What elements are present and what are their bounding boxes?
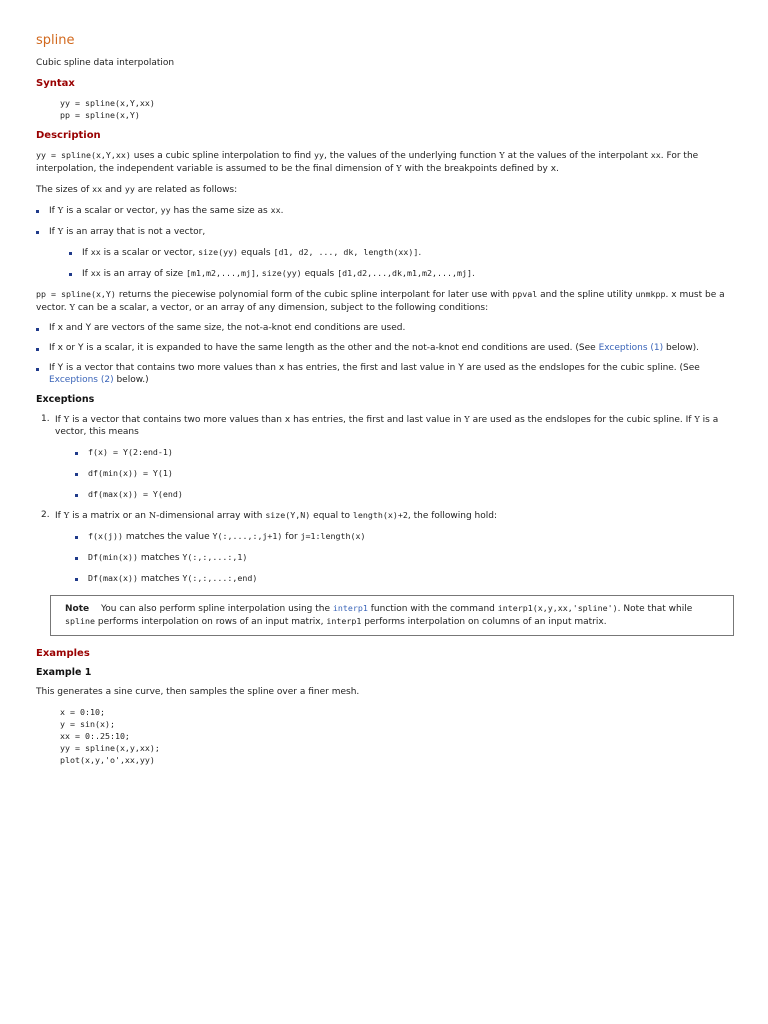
code-line: x = 0:10; bbox=[60, 707, 105, 717]
list-item: If Y is an array that is not a vector, If xx is a scalar or vector, size(yy) equals [d1, d2, ..., dk, length(xx)]. If xx is an array of size [m1,m2,...,mj], size(yy) equals [d1,d2,...,dk,m1,m2,...,mj]. bbox=[36, 225, 736, 280]
page-subtitle: Cubic spline data interpolation bbox=[36, 58, 175, 68]
square-bullet-icon bbox=[36, 348, 39, 351]
example-intro: This generates a sine curve, then samples the spline over a finer mesh. bbox=[36, 687, 360, 697]
square-bullet-icon bbox=[36, 368, 39, 371]
note-box: Note You can also perform spline interpolation using the interp1 function with the command interp1(x,y,xx,'spline'). Note that while spline performs interpolation on rows of an input matrix, interp1 performs interpolation on columns of an input matrix. bbox=[50, 595, 734, 636]
code-line: plot(x,y,'o',xx,yy) bbox=[60, 755, 155, 765]
interp1-link[interactable]: interp1 bbox=[332, 603, 368, 613]
square-bullet-icon bbox=[69, 273, 72, 276]
examples-heading: Examples bbox=[36, 648, 90, 659]
exceptions-1-link[interactable]: Exceptions (1) bbox=[598, 343, 664, 353]
list-item: 1. If Y is a vector that contains two more values than x has entries, the first and last value in Y are used as the endslopes for the cubic spline. If Y is a vector, this means f(x) = Y(2:end-1) df(min(x)) = Y(1) df(max(x)) = Y(end) bbox=[36, 413, 736, 501]
description-paragraph-2: pp = spline(x,Y) returns the piecewise polynomial form of the cubic spline interpolant for later use with ppval and the spline utility unmkpp. x must be a vector. Y can be a scalar, a vector, or an array of any dimension, subject to the following conditions: bbox=[36, 289, 725, 313]
list-item: df(min(x)) = Y(1) bbox=[75, 467, 736, 480]
exceptions-list bbox=[36, 413, 736, 585]
square-bullet-icon bbox=[75, 494, 78, 497]
nested-list bbox=[55, 446, 736, 501]
list-item: 2. If Y is a matrix or an N-dimensional array with size(Y,N) equal to length(x)+2, the following hold: f(x(j)) matches the value Y(:,...,:,j+1) for j=1:length(x) Df(min(x)) matches Y(:,:,...:,1) Df(max(x)) matches Y(:,:,...:,end) bbox=[36, 509, 736, 585]
list-item: Df(max(x)) matches Y(:,:,...:,end) bbox=[75, 572, 736, 585]
description-paragraph-1: yy = spline(x,Y,xx) uses a cubic spline interpolation to find yy, the values of the underlying function Y at the values of the interpolant xx. For the interpolation, the independent variable is assumed to be the final dimension of Y with the breakpoints defined by x. bbox=[36, 150, 699, 174]
square-bullet-icon bbox=[75, 557, 78, 560]
list-item: df(max(x)) = Y(end) bbox=[75, 488, 736, 501]
page-title: spline bbox=[36, 33, 75, 48]
sizes-paragraph: The sizes of xx and yy are related as follows: bbox=[36, 184, 238, 195]
code-line: y = sin(x); bbox=[60, 719, 115, 729]
size-rules-list bbox=[36, 204, 736, 280]
exceptions-heading: Exceptions bbox=[36, 394, 95, 405]
list-item: f(x(j)) matches the value Y(:,...,:,j+1) for j=1:length(x) bbox=[75, 530, 736, 543]
exceptions-2-link[interactable]: Exceptions (2) bbox=[49, 375, 114, 385]
code-line: xx = 0:.25:10; bbox=[60, 731, 130, 741]
list-item: f(x) = Y(2:end-1) bbox=[75, 446, 736, 459]
list-item: If xx is an array of size [m1,m2,...,mj], size(yy) equals [d1,d2,...,dk,m1,m2,...,mj]. bbox=[69, 267, 736, 280]
nested-list bbox=[55, 530, 736, 585]
syntax-line: yy = spline(x,Y,xx) bbox=[60, 98, 155, 108]
note-label: Note bbox=[65, 604, 90, 614]
square-bullet-icon bbox=[36, 328, 39, 331]
list-item: If x and Y are vectors of the same size, the not-a-knot end conditions are used. bbox=[36, 322, 736, 334]
example-1-heading: Example 1 bbox=[36, 667, 92, 678]
list-item: If x or Y is a scalar, it is expanded to have the same length as the other and the not-a-knot end conditions are used. (See Exceptions (1) below). bbox=[36, 342, 736, 354]
square-bullet-icon bbox=[69, 252, 72, 255]
description-heading: Description bbox=[36, 130, 101, 141]
syntax-code bbox=[36, 97, 736, 121]
syntax-heading: Syntax bbox=[36, 78, 75, 89]
square-bullet-icon bbox=[75, 473, 78, 476]
list-item: If xx is a scalar or vector, size(yy) equals [d1, d2, ..., dk, length(xx)]. bbox=[69, 246, 736, 259]
nested-list bbox=[49, 246, 736, 280]
square-bullet-icon bbox=[36, 210, 39, 213]
list-item: If Y is a vector that contains two more values than x has entries, the first and last value in Y are used as the endslopes for the cubic spline. (See Exceptions (2) below.) bbox=[36, 362, 736, 386]
doc-page bbox=[36, 33, 736, 775]
square-bullet-icon bbox=[36, 231, 39, 234]
syntax-line: pp = spline(x,Y) bbox=[60, 110, 140, 120]
list-item: If Y is a scalar or vector, yy has the same size as xx. bbox=[36, 204, 736, 217]
square-bullet-icon bbox=[75, 536, 78, 539]
example-code bbox=[36, 706, 736, 766]
conditions-list bbox=[36, 322, 736, 386]
list-item: Df(min(x)) matches Y(:,:,...:,1) bbox=[75, 551, 736, 564]
code-line: yy = spline(x,y,xx); bbox=[60, 743, 160, 753]
square-bullet-icon bbox=[75, 452, 78, 455]
square-bullet-icon bbox=[75, 578, 78, 581]
